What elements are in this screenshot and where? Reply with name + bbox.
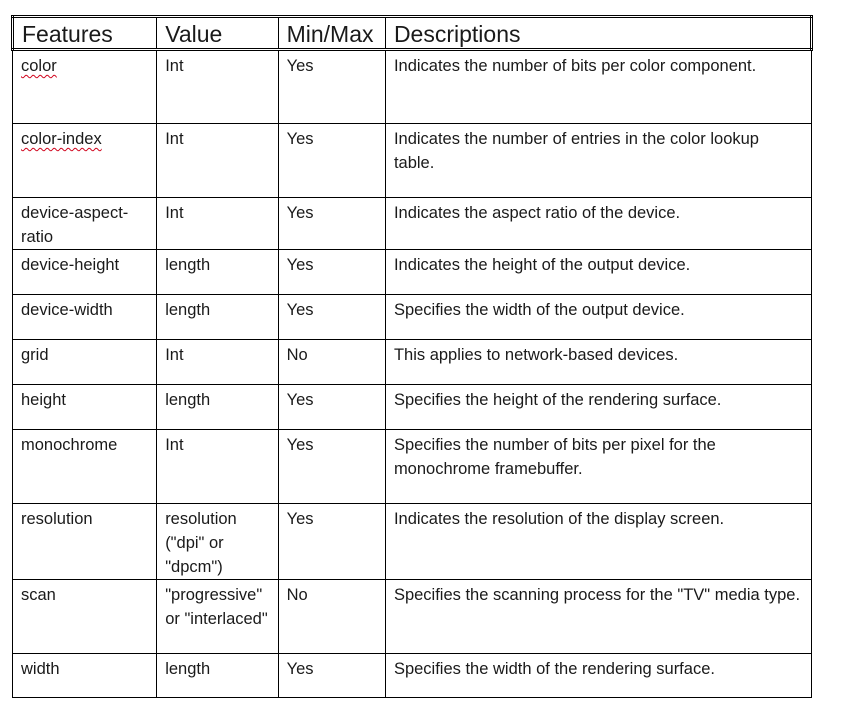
minmax-cell: Yes [278, 654, 385, 698]
table-row [13, 198, 812, 250]
table-row [13, 430, 812, 504]
feature-cell: scan [13, 580, 157, 654]
description-cell: This applies to network-based devices. [385, 340, 811, 385]
table-body [13, 50, 812, 698]
minmax-cell: Yes [278, 295, 385, 340]
minmax-cell: No [278, 580, 385, 654]
table-row [13, 340, 812, 385]
description-cell: Indicates the number of bits per color component. [385, 50, 811, 124]
table-row [13, 504, 812, 580]
value-cell: Int [157, 124, 278, 198]
feature-text: color [21, 57, 57, 75]
header-value: Value [157, 17, 278, 50]
description-cell: Specifies the height of the rendering surface. [385, 385, 811, 430]
value-cell: Int [157, 340, 278, 385]
value-cell: Int [157, 198, 278, 250]
feature-cell: width [13, 654, 157, 698]
minmax-cell: Yes [278, 198, 385, 250]
value-cell: Int [157, 430, 278, 504]
minmax-cell: Yes [278, 50, 385, 124]
feature-text: color-index [21, 130, 102, 148]
description-cell: Specifies the width of the rendering surface. [385, 654, 811, 698]
description-cell: Specifies the number of bits per pixel for the monochrome framebuffer. [385, 430, 811, 504]
header-row [13, 17, 812, 50]
minmax-cell: No [278, 340, 385, 385]
value-cell: length [157, 654, 278, 698]
table-row [13, 385, 812, 430]
feature-cell: height [13, 385, 157, 430]
description-cell: Indicates the height of the output device. [385, 250, 811, 295]
description-cell: Indicates the aspect ratio of the device. [385, 198, 811, 250]
minmax-cell: Yes [278, 124, 385, 198]
feature-cell: resolution [13, 504, 157, 580]
value-cell: Int [157, 50, 278, 124]
table-header [13, 17, 812, 50]
value-cell: length [157, 250, 278, 295]
feature-cell: device-aspect-ratio [13, 198, 157, 250]
description-cell: Indicates the number of entries in the color lookup table. [385, 124, 811, 198]
feature-cell: monochrome [13, 430, 157, 504]
table-row [13, 654, 812, 698]
description-cell: Indicates the resolution of the display screen. [385, 504, 811, 580]
header-minmax: Min/Max [278, 17, 385, 50]
header-descriptions: Descriptions [385, 17, 811, 50]
description-cell: Specifies the width of the output device. [385, 295, 811, 340]
value-cell: length [157, 295, 278, 340]
table-row [13, 580, 812, 654]
feature-cell [13, 50, 157, 124]
table-row [13, 295, 812, 340]
feature-cell: device-height [13, 250, 157, 295]
value-cell: length [157, 385, 278, 430]
feature-cell: device-width [13, 295, 157, 340]
feature-cell [13, 124, 157, 198]
minmax-cell: Yes [278, 430, 385, 504]
description-cell: Specifies the scanning process for the "TV" media type. [385, 580, 811, 654]
table-row [13, 250, 812, 295]
minmax-cell: Yes [278, 385, 385, 430]
header-features: Features [13, 17, 157, 50]
minmax-cell: Yes [278, 504, 385, 580]
features-table [11, 15, 813, 698]
value-cell: resolution ("dpi" or "dpcm") [157, 504, 278, 580]
minmax-cell: Yes [278, 250, 385, 295]
table-row [13, 50, 812, 124]
table-row [13, 124, 812, 198]
value-cell: "progressive" or "interlaced" [157, 580, 278, 654]
feature-cell: grid [13, 340, 157, 385]
